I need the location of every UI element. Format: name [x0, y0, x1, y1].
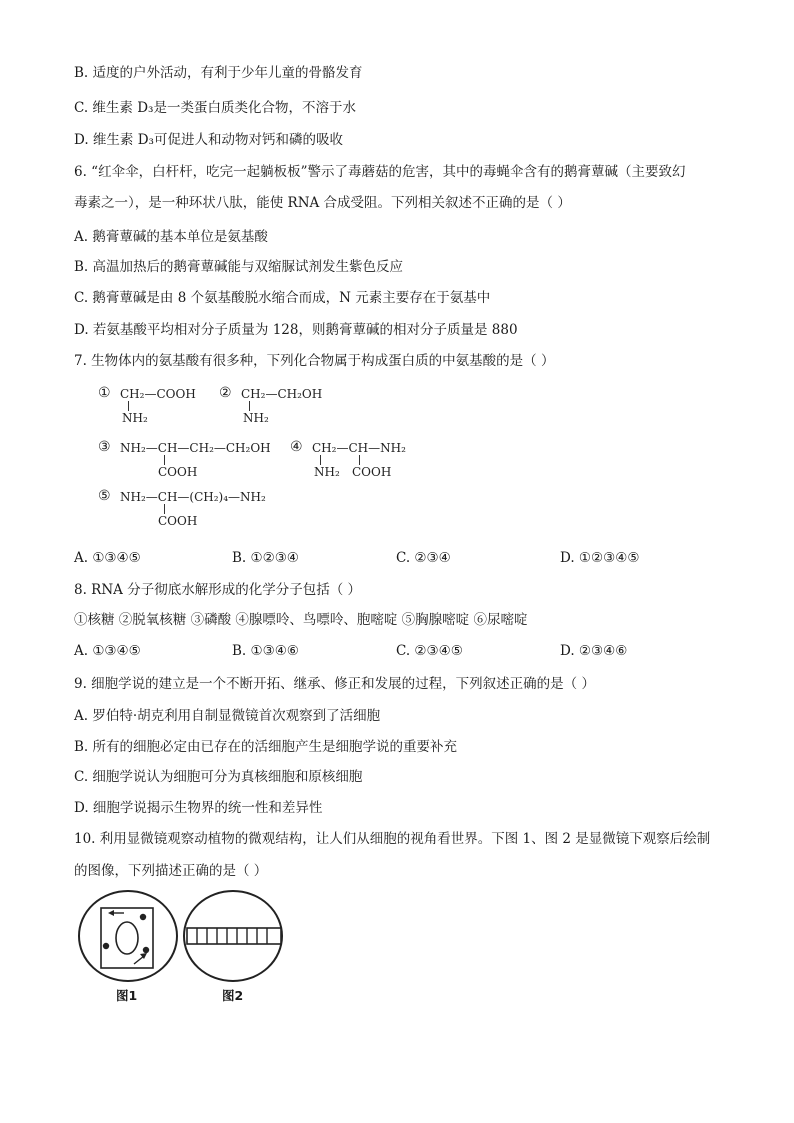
figure-2-label: 图2 — [222, 988, 244, 1003]
q8-option-d: D. ②③④⑥ — [560, 643, 628, 659]
compound-1-side-group: NH₂ — [122, 411, 148, 425]
compound-5-side-group: COOH — [158, 514, 198, 528]
q9-option-b: B. 所有的细胞必定由已存在的活细胞产生是细胞学说的重要补充 — [74, 739, 458, 755]
compound-1-main-chain: CH₂—COOH — [120, 387, 196, 401]
compound-4-number: ④ — [290, 439, 303, 455]
compound-2-bond — [249, 401, 250, 411]
figure-1-microscope-view — [76, 888, 186, 988]
compound-4-bond-left — [320, 455, 321, 465]
compound-4 — [290, 440, 440, 480]
q10-stem-line2: 的图像，下列描述正确的是（ ） — [74, 863, 268, 879]
q5-option-d: D. 维生素 D₃可促进人和动物对钙和磷的吸收 — [74, 132, 343, 148]
q7-option-b: B. ①②③④ — [232, 550, 299, 566]
q7-option-a: A. ①③④⑤ — [74, 550, 141, 566]
q6-option-d: D. 若氨基酸平均相对分子质量为 128，则鹅膏蕈碱的相对分子质量是 880 — [74, 322, 518, 338]
compound-3-number: ③ — [98, 439, 111, 455]
compound-2-side-group: NH₂ — [243, 411, 269, 425]
q9-option-d: D. 细胞学说揭示生物界的统一性和差异性 — [74, 800, 323, 816]
q6-stem-line1: 6. “红伞伞，白杆杆，吃完一起躺板板”警示了毒蘑菇的危害，其中的毒蝇伞含有的鹅膏蕈碱（主要致幻 — [74, 164, 686, 180]
q7-stem: 7. 生物体内的氨基酸有很多种，下列化合物属于构成蛋白质的中氨基酸的是（ ） — [74, 353, 555, 369]
q8-option-a: A. ①③④⑤ — [74, 643, 141, 659]
q6-stem-line2: 毒素之一），是一种环状八肽，能使 RNA 合成受阻。下列相关叙述不正确的是（ ） — [74, 195, 571, 211]
compound-3 — [98, 440, 298, 480]
q7-option-c: C. ②③④ — [396, 550, 451, 566]
compound-3-bond — [164, 455, 165, 465]
q10-stem-line1: 10. 利用显微镜观察动植物的微观结构，让人们从细胞的视角看世界。下图 1、图 2 是显微镜下观察后绘制 — [74, 831, 711, 847]
compound-2-main-chain: CH₂—CH₂OH — [241, 387, 323, 401]
figure-2-microscope-view — [181, 888, 291, 988]
q8-stem: 8. RNA 分子彻底水解形成的化学分子包括（ ） — [74, 582, 361, 598]
compound-5 — [98, 489, 318, 529]
compound-2-number: ② — [219, 385, 232, 401]
compound-3-main-chain: NH₂—CH—CH₂—CH₂OH — [120, 441, 271, 455]
q6-option-a: A. 鹅膏蕈碱的基本单位是氨基酸 — [74, 229, 268, 245]
compound-2 — [219, 386, 359, 426]
q5-option-b: B. 适度的户外活动，有利于少年儿童的骨骼发育 — [74, 65, 363, 81]
compound-1-bond — [128, 401, 129, 411]
compound-4-bond-right — [359, 455, 360, 465]
figure-1-label: 图1 — [116, 988, 138, 1003]
q9-stem: 9. 细胞学说的建立是一个不断开拓、继承、修正和发展的过程，下列叙述正确的是（ ） — [74, 676, 595, 692]
compound-5-main-chain: NH₂—CH—(CH₂)₄—NH₂ — [120, 490, 266, 504]
q5-option-c: C. 维生素 D₃是一类蛋白质类化合物，不溶于水 — [74, 100, 356, 116]
q7-option-d: D. ①②③④⑤ — [560, 550, 640, 566]
compound-4-main-chain: CH₂—CH—NH₂ — [312, 441, 406, 455]
q8-option-b: B. ①③④⑥ — [232, 643, 299, 659]
compound-1-number: ① — [98, 385, 111, 401]
q6-option-c: C. 鹅膏蕈碱是由 8 个氨基酸脱水缩合而成，N 元素主要存在于氨基中 — [74, 290, 491, 306]
compound-5-bond — [164, 504, 165, 514]
compound-4-side-group-right: COOH — [352, 465, 392, 479]
compound-5-number: ⑤ — [98, 488, 111, 504]
q9-option-a: A. 罗伯特·胡克利用自制显微镜首次观察到了活细胞 — [74, 708, 381, 724]
q8-items: ①核糖 ②脱氧核糖 ③磷酸 ④腺嘌呤、鸟嘌呤、胞嘧啶 ⑤胸腺嘧啶 ⑥尿嘧啶 — [74, 612, 528, 628]
q9-option-c: C. 细胞学说认为细胞可分为真核细胞和原核细胞 — [74, 769, 363, 785]
compound-4-side-group-left: NH₂ — [314, 465, 340, 479]
q8-option-c: C. ②③④⑤ — [396, 643, 463, 659]
compound-3-side-group: COOH — [158, 465, 198, 479]
q6-option-b: B. 高温加热后的鹅膏蕈碱能与双缩脲试剂发生紫色反应 — [74, 259, 404, 275]
